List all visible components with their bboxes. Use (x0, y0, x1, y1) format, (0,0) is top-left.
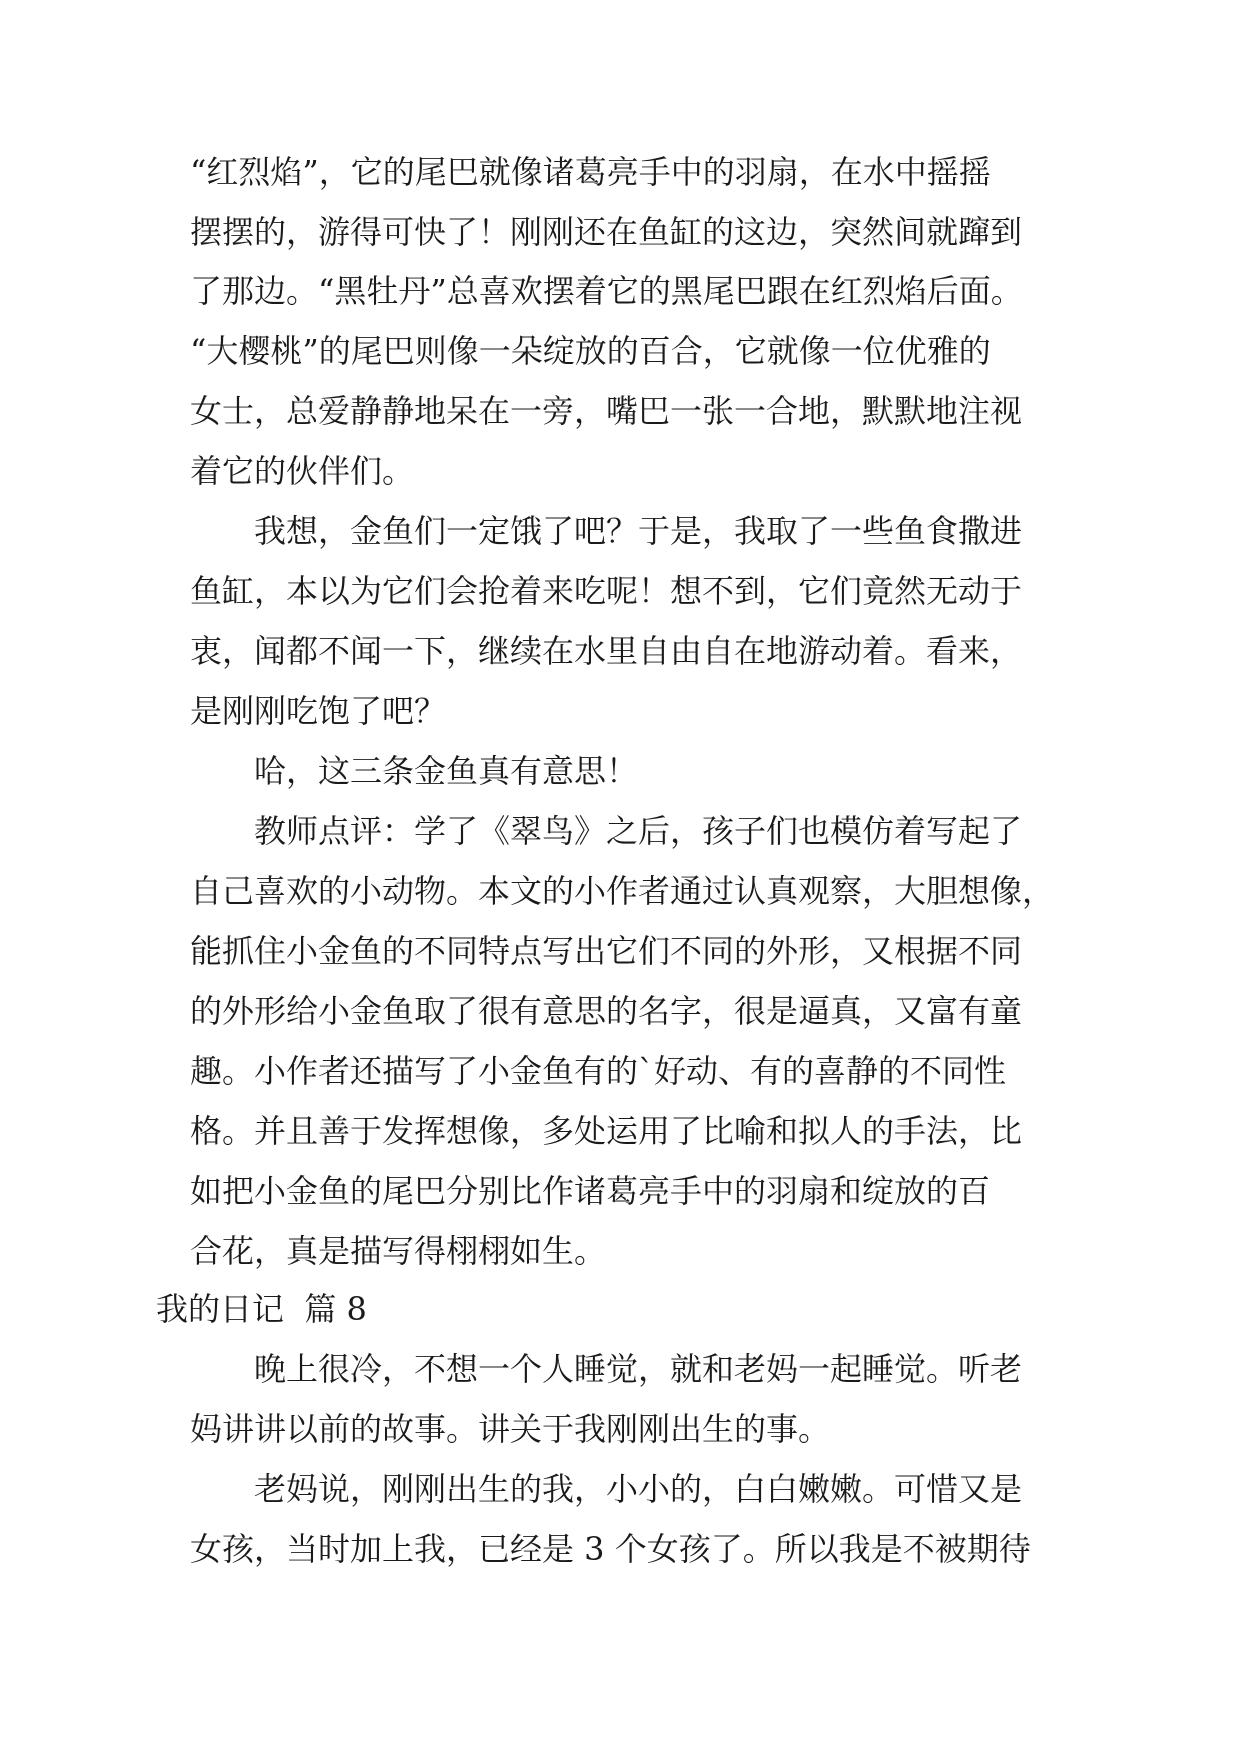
paragraph-line: 教师点评：学了《翠鸟》之后，孩子们也模仿着写起了 (254, 812, 1023, 850)
paragraph-line: 如把小金鱼的尾巴分别比作诸葛亮手中的羽扇和绽放的百 (190, 1172, 991, 1210)
paragraph-line: 晚上很冷，不想一个人睡觉，就和老妈一起睡觉。听老 (254, 1350, 1023, 1388)
paragraph-line: 老妈说，刚刚出生的我，小小的，白白嫩嫩。可惜又是 (254, 1470, 1023, 1508)
paragraph-line: 是刚刚吃饱了吧？ (190, 692, 447, 730)
paragraph-line: 鱼缸，本以为它们会抢着来吃呢！想不到，它们竟然无动于 (190, 572, 1023, 610)
paragraph-line: 我想，金鱼们一定饿了吧？于是，我取了一些鱼食撒进 (254, 512, 1023, 550)
paragraph-line: 妈讲讲以前的故事。讲关于我刚刚出生的事。 (190, 1410, 831, 1448)
paragraph-line: 摆摆的，游得可快了！刚刚还在鱼缸的这边，突然间就蹿到 (190, 213, 1023, 251)
paragraph-line: 了那边。“黑牡丹”总喜欢摆着它的黑尾巴跟在红烈焰后面。 (190, 272, 1023, 310)
paragraph-line: 合花，真是描写得栩栩如生。 (190, 1232, 607, 1270)
paragraph-line: 自己喜欢的小动物。本文的小作者通过认真观察，大胆想像， (190, 872, 1055, 910)
paragraph-line: 衷，闻都不闻一下，继续在水里自由自在地游动着。看来， (190, 632, 1023, 670)
paragraph-line: 的外形给小金鱼取了很有意思的名字，很是逼真，又富有童 (190, 992, 1023, 1030)
paragraph-line: 女士，总爱静静地呆在一旁，嘴巴一张一合地，默默地注视 (190, 392, 1023, 430)
section-heading: 我的日记 篇 8 (156, 1290, 367, 1328)
paragraph-line: 趣。小作者还描写了小金鱼有的`好动、有的喜静的不同性 (190, 1052, 1007, 1090)
paragraph-line: 着它的伙伴们。 (190, 452, 415, 490)
paragraph-line: 哈，这三条金鱼真有意思！ (254, 752, 639, 790)
paragraph-line: 女孩，当时加上我，已经是 3 个女孩了。所以我是不被期待 (190, 1530, 1031, 1568)
paragraph-line: “红烈焰”，它的尾巴就像诸葛亮手中的羽扇，在水中摇摇 (190, 153, 991, 191)
paragraph-line: “大樱桃”的尾巴则像一朵绽放的百合，它就像一位优雅的 (190, 332, 991, 370)
paragraph-line: 能抓住小金鱼的不同特点写出它们不同的外形，又根据不同 (190, 932, 1023, 970)
paragraph-line: 格。并且善于发挥想像，多处运用了比喻和拟人的手法，比 (190, 1112, 1023, 1150)
